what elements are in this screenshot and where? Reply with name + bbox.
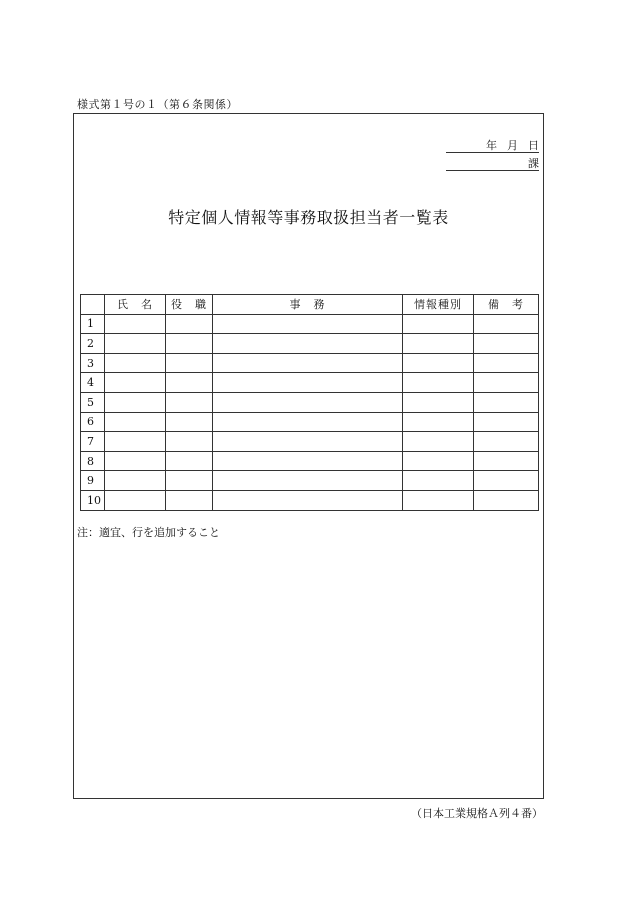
row-number: 8: [81, 451, 105, 471]
header-number: [81, 295, 105, 315]
cell-duties[interactable]: [213, 373, 403, 393]
header-name: 氏 名: [105, 295, 166, 315]
cell-remarks[interactable]: [474, 412, 539, 432]
header-remarks: 備 考: [474, 295, 539, 315]
cell-remarks[interactable]: [474, 373, 539, 393]
row-number: 10: [81, 490, 105, 510]
staff-list-table: [80, 294, 539, 511]
row-number: 9: [81, 471, 105, 491]
table-row: [81, 353, 539, 373]
cell-remarks[interactable]: [474, 314, 539, 334]
paper-size-note: （日本工業規格Ａ列４番）: [411, 807, 543, 820]
cell-name[interactable]: [105, 392, 166, 412]
cell-name[interactable]: [105, 353, 166, 373]
header-info-type: 情報種別: [403, 295, 474, 315]
cell-name[interactable]: [105, 451, 166, 471]
cell-info-type[interactable]: [403, 412, 474, 432]
cell-position[interactable]: [166, 373, 213, 393]
cell-info-type[interactable]: [403, 353, 474, 373]
note-text: 注：適宜、行を追加すること: [77, 526, 220, 539]
cell-name[interactable]: [105, 432, 166, 452]
cell-duties[interactable]: [213, 432, 403, 452]
cell-remarks[interactable]: [474, 392, 539, 412]
cell-name[interactable]: [105, 334, 166, 354]
cell-info-type[interactable]: [403, 471, 474, 491]
cell-duties[interactable]: [213, 412, 403, 432]
table-row: [81, 451, 539, 471]
cell-position[interactable]: [166, 451, 213, 471]
cell-duties[interactable]: [213, 334, 403, 354]
cell-duties[interactable]: [213, 392, 403, 412]
cell-position[interactable]: [166, 392, 213, 412]
department-field: 課: [446, 158, 539, 171]
cell-remarks[interactable]: [474, 471, 539, 491]
table-row: [81, 432, 539, 452]
cell-position[interactable]: [166, 490, 213, 510]
cell-remarks[interactable]: [474, 334, 539, 354]
cell-name[interactable]: [105, 373, 166, 393]
row-number: 1: [81, 314, 105, 334]
cell-duties[interactable]: [213, 314, 403, 334]
cell-position[interactable]: [166, 412, 213, 432]
cell-name[interactable]: [105, 412, 166, 432]
cell-duties[interactable]: [213, 353, 403, 373]
header-position: 役 職: [166, 295, 213, 315]
date-year: 年: [486, 139, 497, 152]
cell-remarks[interactable]: [474, 432, 539, 452]
cell-duties[interactable]: [213, 451, 403, 471]
cell-duties[interactable]: [213, 490, 403, 510]
cell-position[interactable]: [166, 314, 213, 334]
row-number: 6: [81, 412, 105, 432]
date-day: 日: [528, 139, 539, 152]
header-duties: 事 務: [213, 295, 403, 315]
cell-position[interactable]: [166, 353, 213, 373]
cell-info-type[interactable]: [403, 490, 474, 510]
cell-info-type[interactable]: [403, 334, 474, 354]
cell-info-type[interactable]: [403, 314, 474, 334]
table-header-row: [81, 295, 539, 315]
document-title: 特定個人情報等事務取扱担当者一覧表: [168, 208, 449, 227]
table-row: [81, 373, 539, 393]
cell-remarks[interactable]: [474, 490, 539, 510]
cell-name[interactable]: [105, 314, 166, 334]
table-row: [81, 314, 539, 334]
table-row: [81, 471, 539, 491]
cell-info-type[interactable]: [403, 451, 474, 471]
cell-info-type[interactable]: [403, 392, 474, 412]
cell-info-type[interactable]: [403, 373, 474, 393]
row-number: 4: [81, 373, 105, 393]
table-row: [81, 334, 539, 354]
cell-remarks[interactable]: [474, 451, 539, 471]
row-number: 5: [81, 392, 105, 412]
form-number: 様式第１号の１（第６条関係）: [77, 98, 238, 111]
cell-duties[interactable]: [213, 471, 403, 491]
table-row: [81, 392, 539, 412]
table-row: [81, 412, 539, 432]
date-month: 月: [507, 139, 518, 152]
row-number: 3: [81, 353, 105, 373]
row-number: 7: [81, 432, 105, 452]
row-number: 2: [81, 334, 105, 354]
cell-name[interactable]: [105, 471, 166, 491]
cell-info-type[interactable]: [403, 432, 474, 452]
cell-position[interactable]: [166, 334, 213, 354]
date-field: [446, 140, 539, 153]
cell-position[interactable]: [166, 471, 213, 491]
table-row: [81, 490, 539, 510]
cell-name[interactable]: [105, 490, 166, 510]
cell-remarks[interactable]: [474, 353, 539, 373]
cell-position[interactable]: [166, 432, 213, 452]
